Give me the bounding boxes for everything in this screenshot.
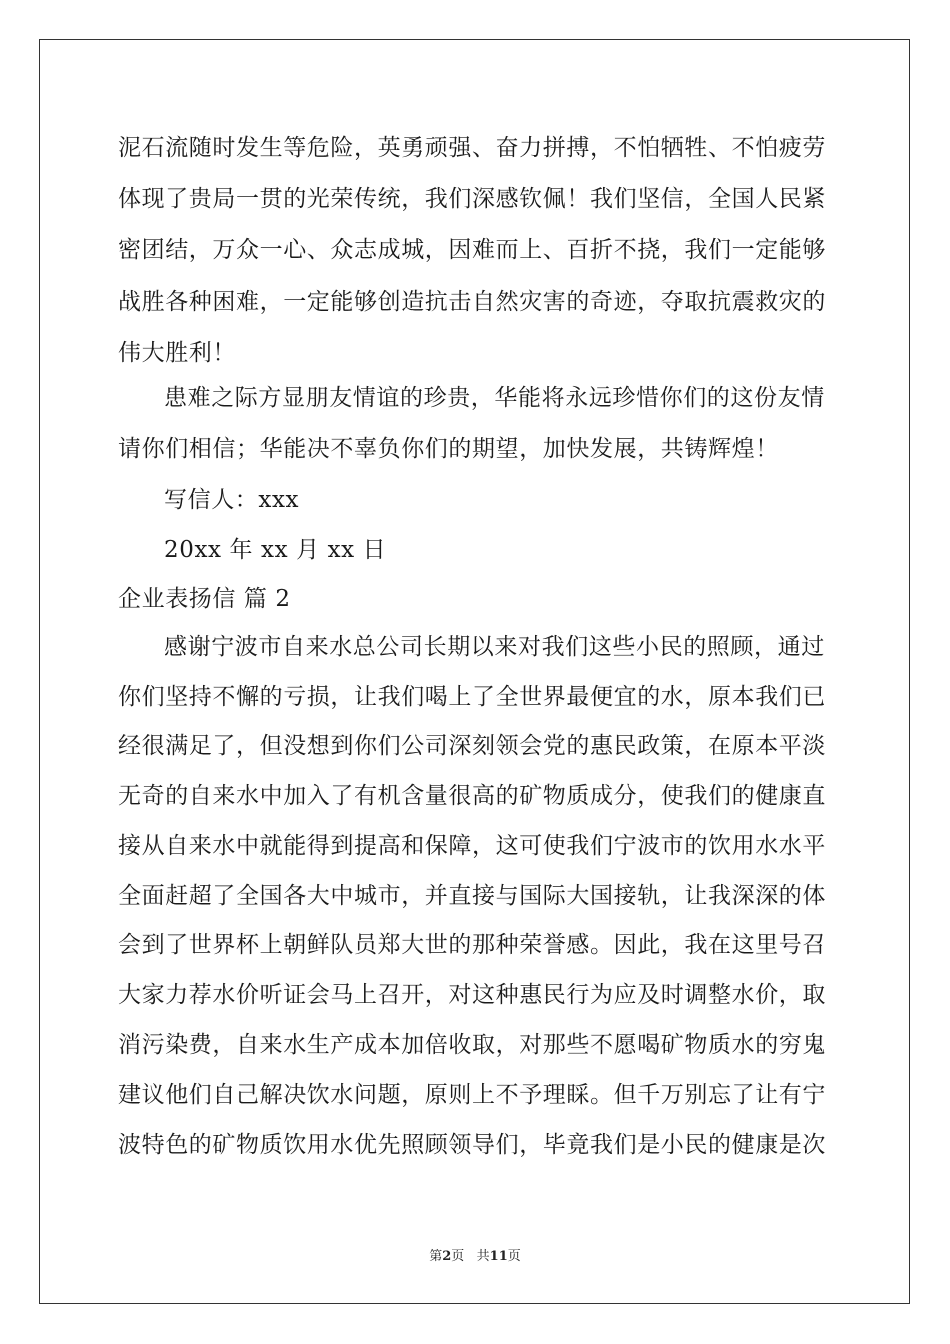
text-line: 消污染费，自来水生产成本加倍收取，对那些不愿喝矿物质水的穷鬼 [118,1032,826,1058]
page-border [39,39,910,1304]
text-line: 伟大胜利！ [118,340,236,366]
text-line: 大家力荐水价听证会马上召开，对这种惠民行为应及时调整水价，取 [118,982,826,1008]
text-line: 会到了世界杯上朝鲜队员郑大世的那种荣誉感。因此，我在这里号召 [118,932,826,958]
section-heading: 企业表扬信 篇 2 [118,586,291,612]
paragraph-first-line: 感谢宁波市自来水总公司长期以来对我们这些小民的照顾，通过 [164,634,825,660]
footer-mid: 页 共 [451,1249,490,1264]
text-line: 你们坚持不懈的亏损，让我们喝上了全世界最便宜的水，原本我们已 [118,684,826,710]
text-line: 请你们相信；华能决不辜负你们的期望，加快发展，共铸辉煌！ [118,436,779,462]
footer-suffix: 页 [507,1249,521,1264]
text-line: 全面赶超了全国各大中城市，并直接与国际大国接轨，让我深深的体 [118,883,826,909]
text-line: 战胜各种困难，一定能够创造抗击自然灾害的奇迹，夺取抗震救灾的 [118,289,826,315]
text-line: 经很满足了，但没想到你们公司深刻领会党的惠民政策，在原本平淡 [118,733,826,759]
paragraph-first-line: 患难之际方显朋友情谊的珍贵，华能将永远珍惜你们的这份友情 [164,385,825,411]
current-page-number: 2 [442,1249,452,1264]
page-footer [0,1248,950,1266]
signature-date: 20xx 年 xx 月 xx 日 [164,537,387,563]
total-pages-number: 11 [489,1249,508,1264]
text-line: 建议他们自己解决饮水问题，原则上不予理睬。但千万别忘了让有宁 [118,1082,826,1108]
text-line: 接从自来水中就能得到提高和保障，这可使我们宁波市的饮用水水平 [118,833,826,859]
text-line: 密团结，万众一心、众志成城，因难而上、百折不挠，我们一定能够 [118,237,826,263]
footer-prefix: 第 [429,1249,443,1264]
text-line: 泥石流随时发生等危险，英勇顽强、奋力拼搏，不怕牺牲、不怕疲劳 [118,135,826,161]
signature-writer: 写信人：xxx [164,487,300,513]
text-line: 体现了贵局一贯的光荣传统，我们深感钦佩！我们坚信，全国人民紧 [118,186,826,212]
text-line: 波特色的矿物质饮用水优先照顾领导们，毕竟我们是小民的健康是次 [118,1132,826,1158]
text-line: 无奇的自来水中加入了有机含量很高的矿物质成分，使我们的健康直 [118,783,826,809]
